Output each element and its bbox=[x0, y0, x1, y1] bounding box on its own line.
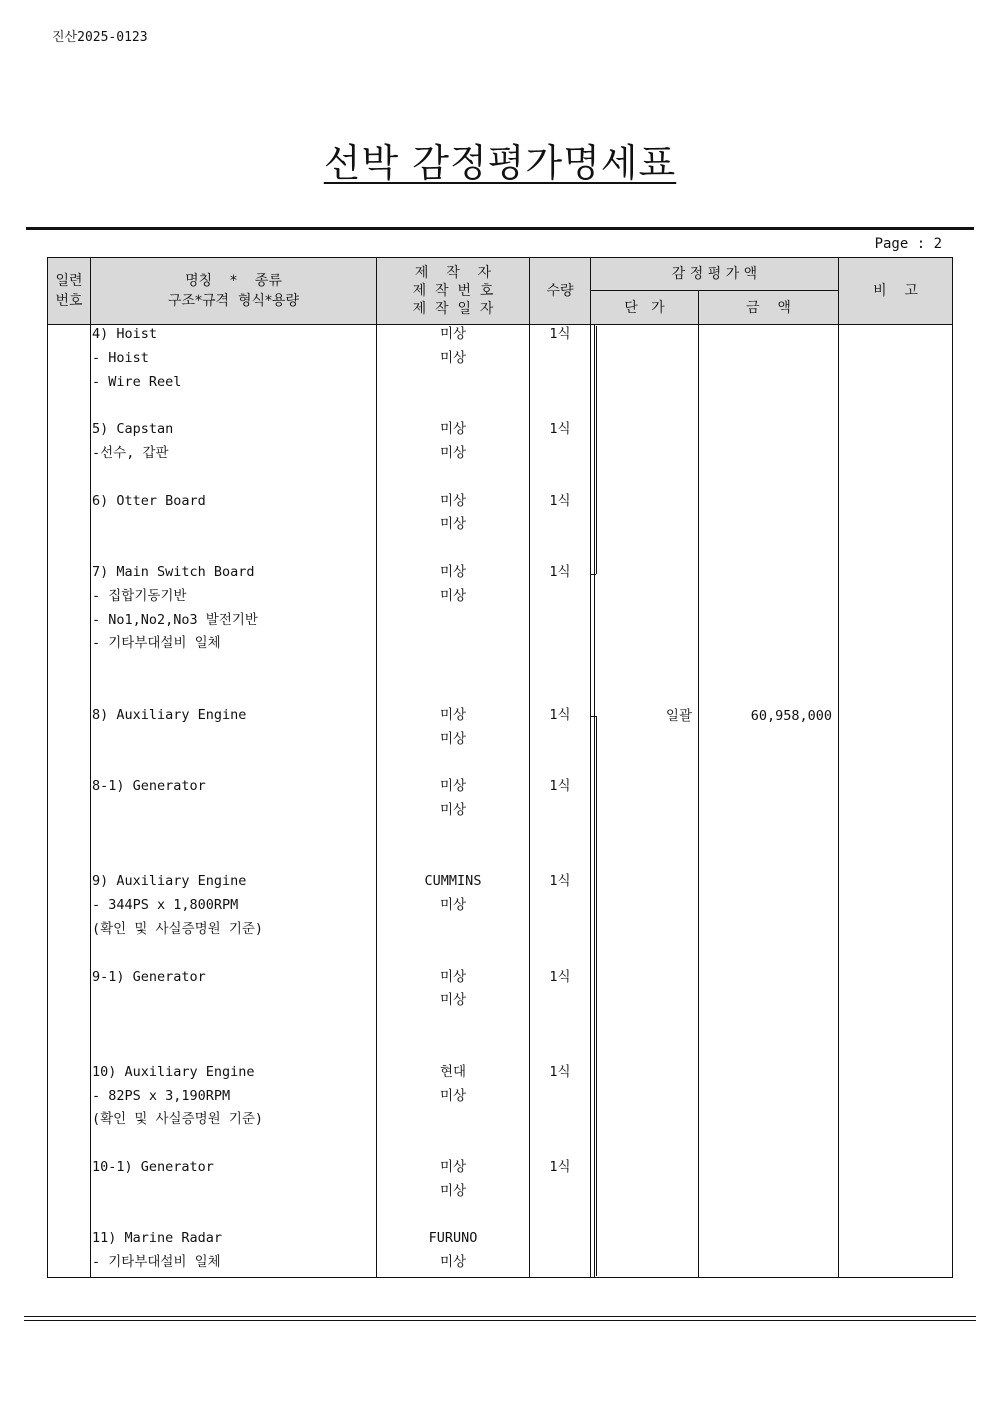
row-qty: 1식 bbox=[549, 873, 571, 890]
header-remarks-text: 비 고 bbox=[873, 283, 918, 299]
header-maker-line2: 제 작 번 호 bbox=[412, 283, 494, 299]
row-name: - 집합기동기반 bbox=[92, 587, 187, 604]
row-qty bbox=[530, 919, 590, 943]
header-appraisal-text: 감 정 평 가 액 bbox=[671, 266, 758, 282]
header-name-line2: 구조*규격 형식*용량 bbox=[167, 293, 300, 309]
row-name: - 82PS x 3,190RPM bbox=[92, 1087, 231, 1104]
row-maker bbox=[378, 538, 528, 562]
row-name bbox=[92, 538, 372, 562]
header-serial bbox=[48, 258, 90, 324]
row-qty bbox=[530, 729, 590, 753]
header-amount bbox=[699, 291, 838, 324]
header-name bbox=[91, 258, 376, 324]
row-qty bbox=[530, 348, 590, 372]
row-maker: FURUNO bbox=[428, 1230, 478, 1247]
row-qty bbox=[530, 1086, 590, 1110]
row-maker: 미상 bbox=[439, 516, 467, 533]
bracket-top-tick bbox=[590, 574, 596, 575]
row-qty bbox=[530, 752, 590, 776]
row-name: 11) Marine Radar bbox=[92, 1230, 223, 1247]
row-name bbox=[92, 1038, 372, 1062]
row-qty bbox=[530, 657, 590, 681]
bracket-top bbox=[596, 326, 597, 574]
row-maker bbox=[378, 1038, 528, 1062]
row-qty: 1식 bbox=[549, 564, 571, 580]
col-line-4 bbox=[590, 258, 591, 1277]
row-maker bbox=[378, 1133, 528, 1157]
row-qty: 1식 bbox=[549, 706, 571, 723]
row-name: - Wire Reel bbox=[92, 373, 182, 390]
row-qty bbox=[530, 1038, 590, 1062]
header-maker bbox=[377, 258, 529, 324]
header-qty-text: 수량 bbox=[546, 283, 574, 299]
header-maker-line3: 제 작 일 자 bbox=[412, 301, 494, 317]
row-qty bbox=[530, 1205, 590, 1229]
row-name bbox=[92, 1014, 372, 1038]
row-qty: 1식 bbox=[549, 1063, 571, 1080]
row-qty: 1식 bbox=[549, 326, 571, 342]
row-qty bbox=[530, 586, 590, 610]
header-serial-line2: 번호 bbox=[55, 293, 83, 309]
row-name bbox=[92, 681, 372, 705]
row-name: 9-1) Generator bbox=[92, 968, 206, 985]
row-qty bbox=[530, 1109, 590, 1133]
row-maker: 미상 bbox=[439, 564, 467, 580]
row-name: 10-1) Generator bbox=[92, 1159, 214, 1175]
header-qty bbox=[530, 258, 590, 324]
row-maker bbox=[378, 824, 528, 848]
row-qty bbox=[530, 824, 590, 848]
row-qty: 1식 bbox=[549, 968, 571, 985]
row-qty bbox=[530, 514, 590, 538]
header-unit-price bbox=[591, 291, 698, 324]
lump-unit-price: 일괄 bbox=[665, 708, 692, 724]
row-name: 5) Capstan bbox=[92, 421, 174, 438]
row-maker: 미상 bbox=[439, 445, 467, 461]
row-name: - Hoist bbox=[92, 349, 149, 366]
row-maker: CUMMINS bbox=[424, 873, 482, 890]
document-number: 진산2025-0123 bbox=[52, 30, 148, 45]
row-maker: 미상 bbox=[439, 897, 467, 914]
row-qty bbox=[530, 395, 590, 419]
row-maker: 미상 bbox=[439, 587, 467, 604]
row-maker bbox=[378, 681, 528, 705]
row-name bbox=[92, 1181, 372, 1205]
row-name bbox=[92, 990, 372, 1014]
row-maker bbox=[378, 943, 528, 967]
row-name: 7) Main Switch Board bbox=[92, 564, 255, 580]
row-qty bbox=[530, 895, 590, 919]
row-qty bbox=[530, 1133, 590, 1157]
row-name bbox=[92, 514, 372, 538]
row-qty: 1식 bbox=[549, 1159, 571, 1175]
row-qty bbox=[530, 1181, 590, 1205]
page-number: Page : 2 bbox=[874, 236, 942, 252]
row-name bbox=[92, 729, 372, 753]
row-name: - No1,No2,No3 발전기반 bbox=[92, 611, 258, 628]
row-name: - 기타부대설비 일체 bbox=[92, 1254, 221, 1271]
row-maker: 미상 bbox=[439, 802, 467, 818]
row-maker bbox=[378, 372, 528, 396]
row-maker: 미상 bbox=[439, 992, 467, 1009]
top-rule bbox=[26, 227, 974, 230]
bracket-mid bbox=[596, 716, 597, 1276]
row-maker bbox=[378, 657, 528, 681]
row-name bbox=[92, 800, 372, 824]
row-name bbox=[92, 824, 372, 848]
row-maker: 미상 bbox=[439, 1159, 467, 1175]
row-name bbox=[92, 752, 372, 776]
row-qty: 1식 bbox=[549, 492, 571, 509]
row-name: (확인 및 사실증명원 기준) bbox=[92, 1111, 264, 1128]
row-maker: 미상 bbox=[439, 492, 467, 509]
row-maker: 미상 bbox=[439, 349, 467, 366]
col-line-4b bbox=[594, 324, 595, 1277]
row-maker bbox=[378, 1014, 528, 1038]
col-line-5 bbox=[698, 290, 699, 1277]
row-name: 10) Auxiliary Engine bbox=[92, 1063, 255, 1080]
row-maker bbox=[378, 1109, 528, 1133]
row-qty bbox=[530, 443, 590, 467]
row-qty bbox=[530, 681, 590, 705]
row-maker: 미상 bbox=[439, 706, 467, 723]
row-name: 4) Hoist bbox=[92, 326, 158, 342]
row-qty bbox=[530, 610, 590, 634]
row-maker: 현대 bbox=[439, 1063, 467, 1080]
lump-amount: 60,958,000 bbox=[750, 708, 832, 724]
row-qty bbox=[530, 1228, 590, 1252]
title-text: 선박 감정평가명세표 bbox=[323, 141, 677, 185]
row-qty bbox=[530, 1252, 590, 1276]
row-maker bbox=[378, 395, 528, 419]
header-amount-text: 금 액 bbox=[746, 299, 791, 316]
row-name bbox=[92, 1205, 372, 1229]
header-serial-line1: 일련 bbox=[55, 273, 83, 289]
row-maker bbox=[378, 919, 528, 943]
row-qty bbox=[530, 800, 590, 824]
row-qty bbox=[530, 372, 590, 396]
header-remarks bbox=[839, 258, 952, 324]
row-name: 9) Auxiliary Engine bbox=[92, 873, 247, 890]
row-maker: 미상 bbox=[439, 326, 467, 342]
row-name: - 344PS x 1,800RPM bbox=[92, 897, 239, 914]
row-name bbox=[92, 395, 372, 419]
row-maker: 미상 bbox=[439, 778, 467, 795]
row-name bbox=[92, 1133, 372, 1157]
row-maker bbox=[378, 633, 528, 657]
row-qty bbox=[530, 633, 590, 657]
row-maker: 미상 bbox=[439, 730, 467, 747]
header-appraisal bbox=[591, 258, 838, 290]
row-maker: 미상 bbox=[439, 1087, 467, 1104]
row-qty bbox=[530, 538, 590, 562]
col-line-6 bbox=[838, 258, 839, 1277]
row-name bbox=[92, 943, 372, 967]
header-name-line1: 명칭 * 종류 bbox=[185, 273, 282, 289]
row-name: -선수, 갑판 bbox=[92, 445, 169, 461]
row-qty bbox=[530, 848, 590, 872]
row-maker: 미상 bbox=[439, 1182, 467, 1199]
row-maker: 미상 bbox=[439, 421, 467, 438]
row-maker bbox=[378, 752, 528, 776]
row-maker bbox=[378, 467, 528, 491]
header-maker-line1: 제 작 자 bbox=[414, 265, 492, 281]
row-qty: 1식 bbox=[549, 778, 571, 795]
bottom-rule bbox=[24, 1316, 976, 1317]
col-line-1 bbox=[90, 258, 91, 1277]
row-name: 8) Auxiliary Engine bbox=[92, 706, 247, 723]
bottom-rule-2 bbox=[24, 1320, 976, 1321]
row-name bbox=[92, 467, 372, 491]
row-qty bbox=[530, 943, 590, 967]
row-name bbox=[92, 848, 372, 872]
row-maker bbox=[378, 1205, 528, 1229]
row-qty bbox=[530, 467, 590, 491]
row-qty bbox=[530, 1014, 590, 1038]
header-unit-price-text: 단 가 bbox=[624, 299, 665, 316]
row-maker: 미상 bbox=[439, 968, 467, 985]
page-title bbox=[0, 132, 1000, 187]
row-qty bbox=[530, 990, 590, 1014]
row-name: 6) Otter Board bbox=[92, 492, 206, 509]
row-name: (확인 및 사실증명원 기준) bbox=[92, 921, 264, 937]
row-name: - 기타부대설비 일체 bbox=[92, 635, 221, 652]
row-maker bbox=[378, 848, 528, 872]
row-name bbox=[92, 657, 372, 681]
row-name: 8-1) Generator bbox=[92, 778, 206, 795]
row-maker: 미상 bbox=[439, 1254, 467, 1271]
row-maker bbox=[378, 610, 528, 634]
row-qty: 1식 bbox=[549, 421, 571, 438]
col-line-2 bbox=[376, 258, 377, 1277]
